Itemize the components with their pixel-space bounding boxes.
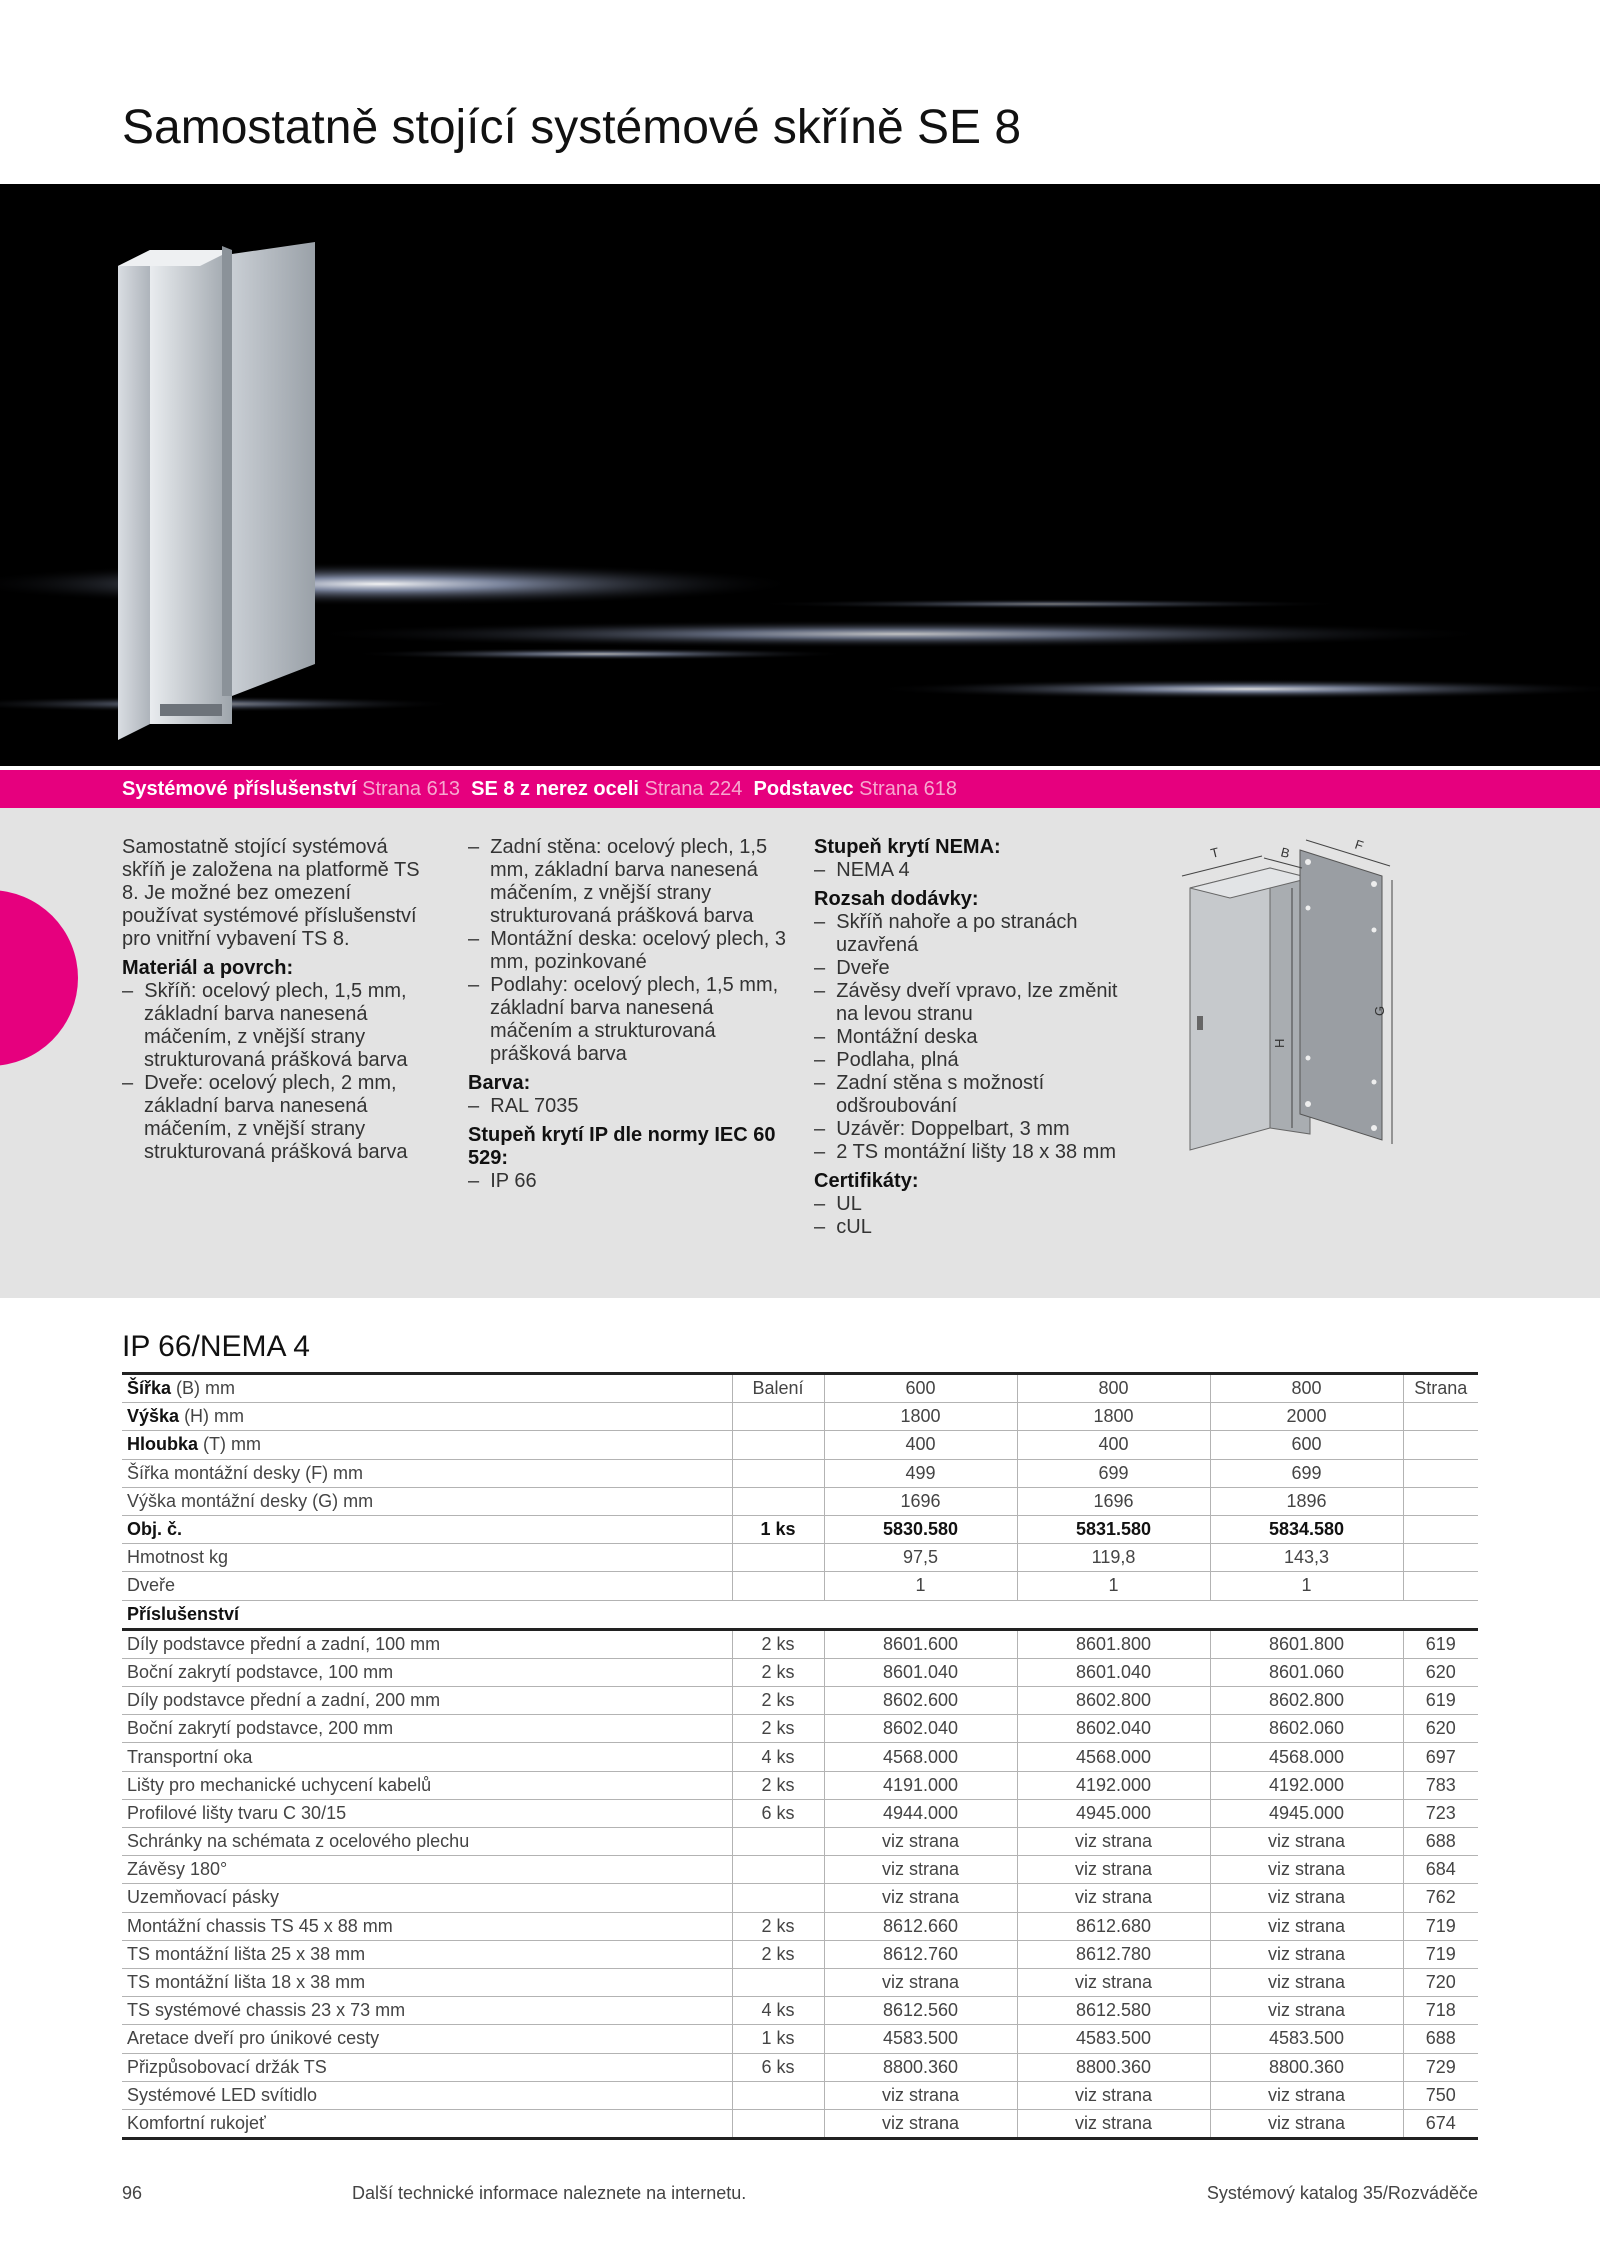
value-cell: 600 [1210,1431,1403,1459]
value-cell: 699 [1210,1459,1403,1487]
row-label-rest: Výška montážní desky (G) mm [127,1490,374,1511]
page-cell: 719 [1403,1940,1478,1968]
row-label-rest: (T) mm [198,1434,261,1455]
value-cell: 400 [1017,1431,1210,1459]
color-heading: Barva: [468,1072,531,1094]
row-label: TS systémové chassis 23 x 73 mm [122,1997,732,2025]
pack-cell [732,1544,824,1572]
page-cell: 619 [1403,1629,1478,1658]
hero-image [0,184,1600,766]
value-cell: 8601.060 [1210,1658,1403,1686]
table-row [122,2081,1478,2109]
page-cell [1403,1515,1478,1543]
page-cell: 688 [1403,1828,1478,1856]
material-list-cont [468,836,788,1066]
table-row [122,2025,1478,2053]
related-links-bar [0,770,1600,808]
pack-cell: Balení [732,1374,824,1403]
link-accessories-page[interactable]: Strana 613 [362,778,460,800]
value-cell: 8601.800 [1017,1629,1210,1658]
value-cell: 1696 [1017,1487,1210,1515]
row-label [122,1374,732,1403]
row-label [122,1403,732,1431]
value-cell: viz strana [824,1828,1017,1856]
value-cell: 4944.000 [824,1799,1017,1827]
table-row [122,1743,1478,1771]
list-item: – Závěsy dveří vpravo, lze změnit na levou stranu [814,980,1144,1026]
value-cell: 8612.680 [1017,1912,1210,1940]
value-cell: 4192.000 [1210,1771,1403,1799]
value-cell: viz strana [1017,1828,1210,1856]
page-cell [1403,1544,1478,1572]
page-cell: 723 [1403,1799,1478,1827]
link-stainless[interactable]: SE 8 z nerez oceli [471,778,639,800]
value-cell: viz strana [824,1968,1017,1996]
dim-label-b: B [1279,844,1292,862]
value-cell: viz strana [1210,2109,1403,2138]
table-row [122,1487,1478,1515]
list-item: – Podlaha, plná [814,1049,1144,1072]
row-label-bold: Výška [127,1406,180,1427]
table-row [122,1828,1478,1856]
page-cell: 674 [1403,2109,1478,2138]
row-label: Uzemňovací pásky [122,1884,732,1912]
pack-cell: 1 ks [732,1515,824,1543]
value-cell: 8601.600 [824,1629,1017,1658]
row-label: Přizpůsobovací držák TS [122,2053,732,2081]
list-item: – NEMA 4 [814,859,1144,882]
value-cell: 400 [824,1431,1017,1459]
pack-cell [732,2081,824,2109]
value-cell: 8612.780 [1017,1940,1210,1968]
value-cell: 1696 [824,1487,1017,1515]
page-cell: 620 [1403,1715,1478,1743]
row-label-rest: Hmotnost kg [127,1547,229,1568]
page-cell [1403,1572,1478,1600]
value-cell: 8601.040 [824,1658,1017,1686]
row-label: TS montážní lišta 25 x 38 mm [122,1940,732,1968]
supply-list [814,911,1144,1164]
value-cell: 1800 [824,1403,1017,1431]
row-label: Boční zakrytí podstavce, 100 mm [122,1658,732,1686]
value-cell: 4945.000 [1210,1799,1403,1827]
footer-note: Další technické informace naleznete na internetu. [352,2183,747,2203]
supply-heading: Rozsah dodávky: [814,888,979,910]
table-row [122,1687,1478,1715]
table-section-accessories [122,1600,1478,1629]
table-row [122,1912,1478,1940]
pack-cell: 2 ks [732,1658,824,1686]
list-item: – Dveře [814,957,1144,980]
row-label: Díly podstavce přední a zadní, 200 mm [122,1687,732,1715]
value-cell: viz strana [1210,1828,1403,1856]
row-label-rest: (B) mm [171,1378,236,1399]
footer-catalog: Systémový katalog 35/Rozváděče [1206,2183,1478,2203]
intro-text: Samostatně stojící systémová skříň je založena na platformě TS 8. Je možné bez omezení používat systémové příslušenství pro vnitřní vybavení TS 8. [122,836,420,950]
pack-cell [732,1403,824,1431]
material-list [122,980,432,1164]
material-heading: Materiál a povrch: [122,957,294,979]
page-cell: 783 [1403,1771,1478,1799]
pack-cell: 1 ks [732,2025,824,2053]
list-item: – UL [814,1193,1144,1216]
list-item: – IP 66 [468,1170,788,1193]
row-label: Systémové LED svítidlo [122,2081,732,2109]
value-cell: 8602.040 [1017,1715,1210,1743]
page-cell [1403,1459,1478,1487]
value-cell: 1 [824,1572,1017,1600]
value-cell: viz strana [1210,1968,1403,1996]
table-row-order-number [122,1515,1478,1543]
page-cell: 619 [1403,1687,1478,1715]
dim-label-t: T [1209,844,1221,861]
table-row [122,1715,1478,1743]
table-row [122,1884,1478,1912]
row-label: Transportní oka [122,1743,732,1771]
list-item: – Zadní stěna: ocelový plech, 1,5 mm, základní barva nanesená máčením, z vnější strany strukturovaná prášková barva [468,836,788,928]
pack-cell: 6 ks [732,1799,824,1827]
page-cell [1403,1487,1478,1515]
value-cell: 8800.360 [824,2053,1017,2081]
page-cell: 718 [1403,1997,1478,2025]
page-cell: 688 [1403,2025,1478,2053]
value-cell: 1896 [1210,1487,1403,1515]
list-item: – Montážní deska [814,1026,1144,1049]
pack-cell: 2 ks [732,1629,824,1658]
list-item: – 2 TS montážní lišty 18 x 38 mm [814,1141,1144,1164]
list-item: – Zadní stěna s možností odšroubování [814,1072,1144,1118]
pack-cell [732,2109,824,2138]
link-plinth[interactable]: Podstavec [753,778,854,800]
info-column-2 [468,836,788,1193]
certs-heading: Certifikáty: [814,1170,919,1192]
pack-cell: 2 ks [732,1912,824,1940]
page-title: Samostatně stojící systémové skříně SE 8 [122,101,1022,154]
table-row [122,1799,1478,1827]
value-cell: 2000 [1210,1403,1403,1431]
value-cell: viz strana [1017,2081,1210,2109]
pack-cell: 2 ks [732,1715,824,1743]
nema-list [814,859,1144,882]
value-cell: 8602.060 [1210,1715,1403,1743]
value-cell: 8602.040 [824,1715,1017,1743]
value-cell: 4583.500 [824,2025,1017,2053]
value-cell: 97,5 [824,1544,1017,1572]
row-label: Profilové lišty tvaru C 30/15 [122,1799,732,1827]
value-cell: 4583.500 [1017,2025,1210,2053]
row-label [122,1431,732,1459]
list-item: – Podlahy: ocelový plech, 1,5 mm, základní barva nanesená máčením a strukturovaná prášková barva [468,974,788,1066]
value-cell: 8800.360 [1210,2053,1403,2081]
order-number-cell: 5831.580 [1017,1515,1210,1543]
spec-table [122,1372,1478,2140]
value-cell: 4191.000 [824,1771,1017,1799]
row-label: TS montážní lišta 18 x 38 mm [122,1968,732,1996]
nema-heading: Stupeň krytí NEMA: [814,836,1001,858]
value-cell: 4568.000 [1210,1743,1403,1771]
list-item: – Montážní deska: ocelový plech, 3 mm, pozinkované [468,928,788,974]
section-heading: Příslušenství [122,1600,1478,1629]
table-row [122,1629,1478,1658]
pack-cell [732,1884,824,1912]
row-label: Lišty pro mechanické uchycení kabelů [122,1771,732,1799]
value-cell: 8601.800 [1210,1629,1403,1658]
pack-cell [732,1572,824,1600]
value-cell: 1 [1210,1572,1403,1600]
row-label-bold: Šířka [127,1378,172,1399]
row-label [122,1572,732,1600]
page-cell [1403,1431,1478,1459]
value-cell: 1800 [1017,1403,1210,1431]
row-label: Díly podstavce přední a zadní, 100 mm [122,1629,732,1658]
pack-cell [732,1431,824,1459]
table-row [122,1544,1478,1572]
list-item: – cUL [814,1216,1144,1239]
value-cell: viz strana [824,2081,1017,2109]
row-label-rest: (H) mm [179,1406,245,1427]
value-cell: 4568.000 [824,1743,1017,1771]
pack-cell [732,1459,824,1487]
value-cell: 699 [1017,1459,1210,1487]
list-item: – Skříň: ocelový plech, 1,5 mm, základní barva nanesená máčením, z vnější strany strukturovaná prášková barva [122,980,432,1072]
list-item: – Skříň nahoře a po stranách uzavřená [814,911,1144,957]
value-cell: 4192.000 [1017,1771,1210,1799]
info-column-3 [814,836,1144,1239]
value-cell: 8601.040 [1017,1658,1210,1686]
value-cell: viz strana [1210,1912,1403,1940]
order-number-cell: 5834.580 [1210,1515,1403,1543]
page-cell: 719 [1403,1912,1478,1940]
page-cell [1403,1403,1478,1431]
pack-cell: 2 ks [732,1687,824,1715]
value-cell: 8612.760 [824,1940,1017,1968]
table-row [122,1968,1478,1996]
page-cell: 729 [1403,2053,1478,2081]
value-cell: viz strana [1210,2081,1403,2109]
page-cell: 684 [1403,1856,1478,1884]
pack-cell: 2 ks [732,1771,824,1799]
value-cell: viz strana [1210,1940,1403,1968]
value-cell: 8612.580 [1017,1997,1210,2025]
table-row [122,1459,1478,1487]
row-label: Komfortní rukojeť [122,2109,732,2138]
section-title: IP 66/NEMA 4 [122,1330,310,1363]
pack-cell [732,1487,824,1515]
row-label: Montážní chassis TS 45 x 88 mm [122,1912,732,1940]
value-cell: viz strana [1017,1968,1210,1996]
value-cell: 8602.600 [824,1687,1017,1715]
value-cell: 8602.800 [1210,1687,1403,1715]
row-label [122,1459,732,1487]
row-label: Aretace dveří pro únikové cesty [122,2025,732,2053]
value-cell: viz strana [1017,1884,1210,1912]
page-cell: Strana [1403,1374,1478,1403]
ip-heading: Stupeň krytí IP dle normy IEC 60 529: [468,1124,776,1169]
value-cell: 8612.560 [824,1997,1017,2025]
value-cell: 600 [824,1374,1017,1403]
table-row [122,1374,1478,1403]
page-cell: 750 [1403,2081,1478,2109]
list-item: – Uzávěr: Doppelbart, 3 mm [814,1118,1144,1141]
value-cell: 119,8 [1017,1544,1210,1572]
page-cell: 697 [1403,1743,1478,1771]
value-cell: viz strana [1017,2109,1210,2138]
table-row [122,1572,1478,1600]
row-label: Závěsy 180° [122,1856,732,1884]
table-row [122,2109,1478,2138]
value-cell: viz strana [824,1884,1017,1912]
value-cell: viz strana [824,2109,1017,2138]
dim-label-h: H [1272,1038,1287,1048]
row-label: Obj. č. [122,1515,732,1543]
page-cell: 762 [1403,1884,1478,1912]
table-row [122,1997,1478,2025]
value-cell: viz strana [1210,1884,1403,1912]
pack-cell [732,1856,824,1884]
row-label [122,1544,732,1572]
value-cell: viz strana [1210,1997,1403,2025]
table-row [122,1431,1478,1459]
table-row [122,1771,1478,1799]
value-cell: 1 [1017,1572,1210,1600]
value-cell: 8612.660 [824,1912,1017,1940]
row-label [122,1487,732,1515]
table-row [122,1658,1478,1686]
link-stainless-page[interactable]: Strana 224 [644,778,743,800]
table-row [122,1403,1478,1431]
list-item: – Dveře: ocelový plech, 2 mm, základní barva nanesená máčením, z vnější strany strukturovaná prášková barva [122,1072,432,1164]
info-column-1 [122,836,432,1164]
ip-list [468,1170,788,1193]
table-row [122,1856,1478,1884]
value-cell: 143,3 [1210,1544,1403,1572]
row-label-rest: Dveře [127,1575,176,1596]
dim-label-g: G [1372,1005,1387,1016]
value-cell: 499 [824,1459,1017,1487]
value-cell: 4583.500 [1210,2025,1403,2053]
color-list [468,1095,788,1118]
pack-cell: 4 ks [732,1997,824,2025]
list-item: – RAL 7035 [468,1095,788,1118]
row-label: Schránky na schémata z ocelového plechu [122,1828,732,1856]
value-cell: viz strana [1210,1856,1403,1884]
value-cell: viz strana [1017,1856,1210,1884]
value-cell: 4568.000 [1017,1743,1210,1771]
value-cell: 800 [1210,1374,1403,1403]
value-cell: 800 [1017,1374,1210,1403]
value-cell: 8602.800 [1017,1687,1210,1715]
pack-cell: 2 ks [732,1940,824,1968]
dimension-diagram [1160,828,1420,1188]
page-number: 96 [122,2183,143,2203]
pack-cell: 6 ks [732,2053,824,2081]
table-row [122,2053,1478,2081]
value-cell: viz strana [824,1856,1017,1884]
value-cell: 8800.360 [1017,2053,1210,2081]
page-cell: 720 [1403,1968,1478,1996]
pack-cell [732,1828,824,1856]
pack-cell: 4 ks [732,1743,824,1771]
page-cell: 620 [1403,1658,1478,1686]
row-label-rest: Šířka montážní desky (F) mm [127,1462,364,1483]
row-label: Boční zakrytí podstavce, 200 mm [122,1715,732,1743]
row-label-bold: Hloubka [127,1434,199,1455]
link-plinth-page[interactable]: Strana 618 [859,778,957,800]
certs-list [814,1193,1144,1239]
pack-cell [732,1968,824,1996]
value-cell: 4945.000 [1017,1799,1210,1827]
dim-label-f: F [1353,836,1366,854]
enclosure-photo [0,184,1600,766]
link-accessories[interactable]: Systémové příslušenství [122,778,357,800]
order-number-cell: 5830.580 [824,1515,1017,1543]
table-row [122,1940,1478,1968]
